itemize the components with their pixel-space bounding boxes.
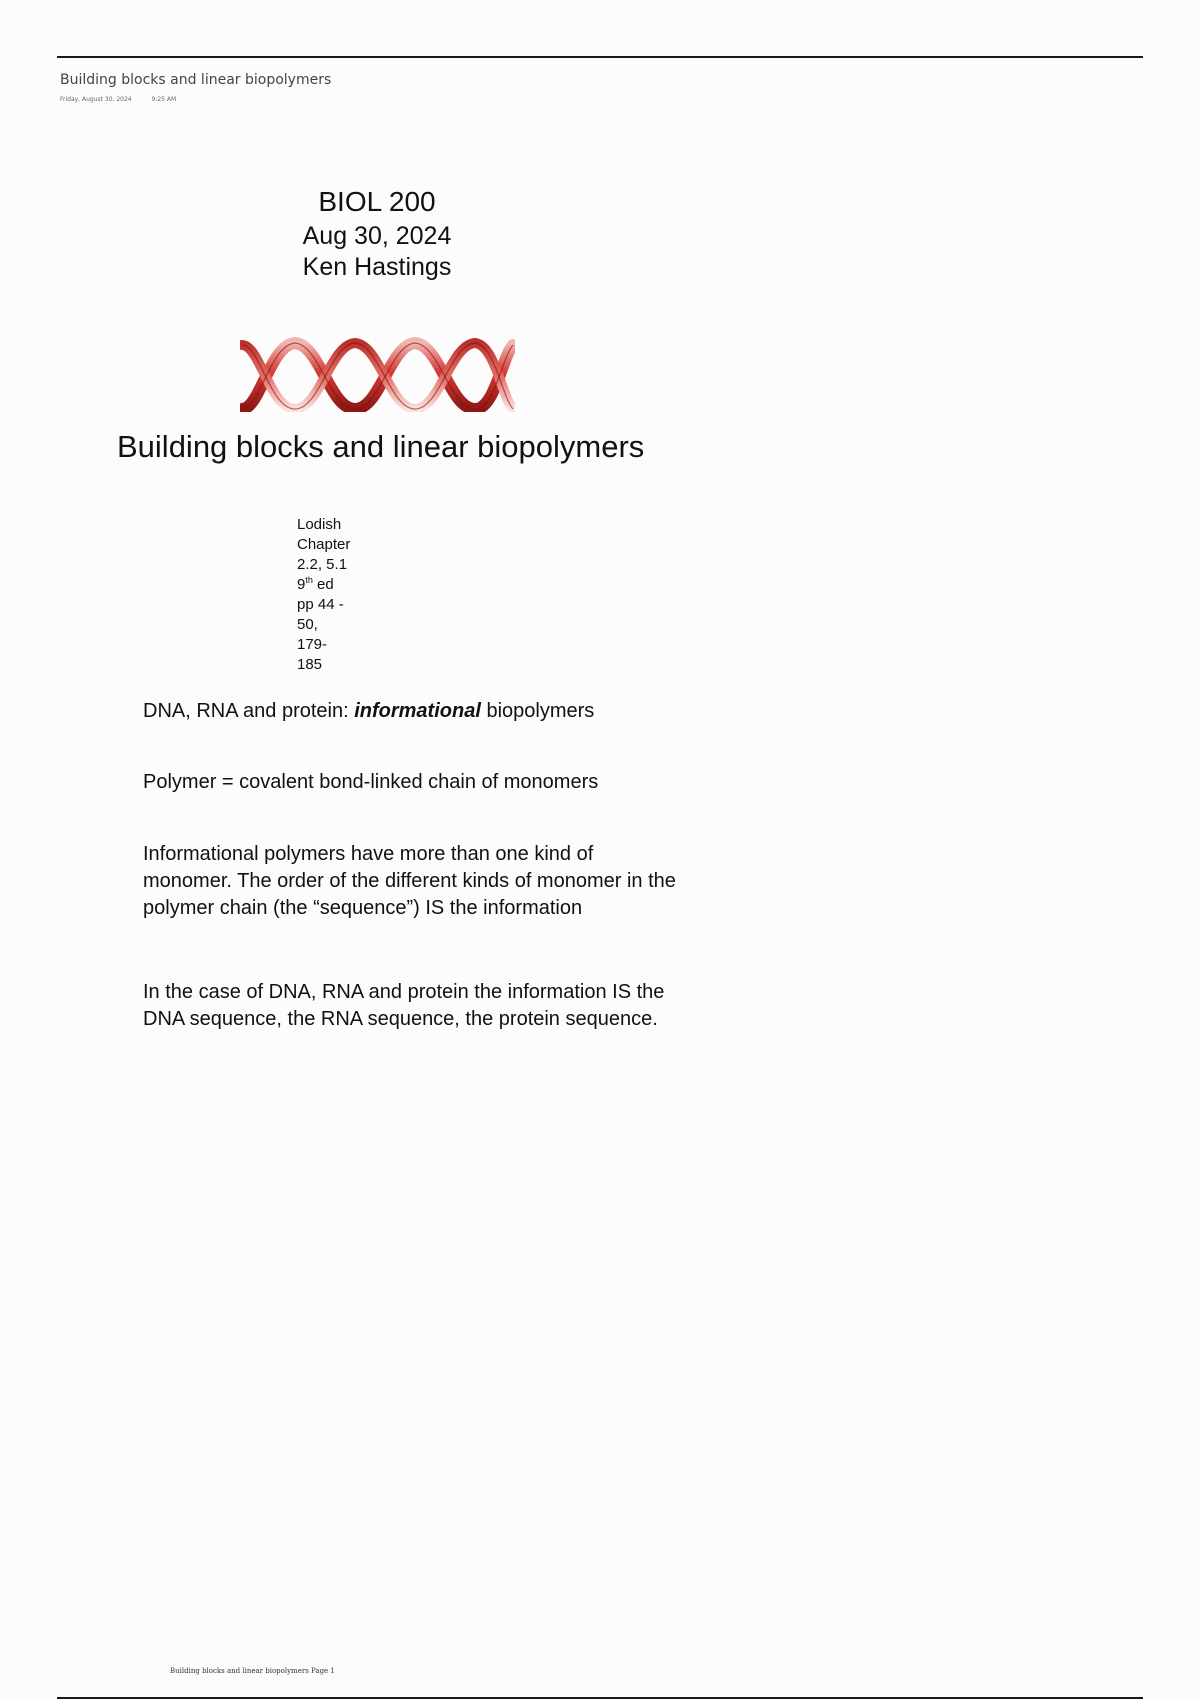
p1-emphasis: informational [354, 700, 481, 722]
p1-suffix: biopolymers [480, 700, 595, 722]
course-code: BIOL 200 [318, 186, 436, 217]
polymer-definition: Polymer = covalent bond-linked chain of monomers [143, 771, 599, 793]
top-rule [57, 56, 1143, 58]
sequence-information-paragraph: In the case of DNA, RNA and protein the information IS the DNA sequence, the RNA sequence, the protein sequence. [143, 981, 665, 1030]
informational-polymers-paragraph: Informational polymers have more than one kind of monomer. The order of the different kinds of monomer in the polymer chain (the “sequence”) IS the information [143, 843, 676, 919]
bottom-rule [57, 1697, 1143, 1699]
note-title: Building blocks and linear biopolymers [60, 72, 332, 88]
instructor-name: Ken Hastings [302, 253, 452, 281]
p1-prefix: DNA, RNA and protein: [143, 700, 355, 722]
page-range: ed pp 44 - 50, 179-185 [297, 576, 344, 673]
informational-biopolymers-line [143, 698, 683, 725]
lecture-date: Aug 30, 2024 [302, 222, 452, 250]
page-footer: Building blocks and linear biopolymers Page 1 [170, 1667, 335, 1675]
reading-pages [297, 575, 350, 675]
edition-suffix: th [305, 575, 313, 585]
note-timestamp [60, 96, 176, 103]
note-date: Friday, August 30, 2024 [60, 96, 132, 103]
reading-reference [297, 515, 350, 675]
note-time: 9:25 AM [151, 96, 177, 103]
dna-helix-icon [240, 337, 515, 412]
edition-number: 9 [297, 576, 306, 593]
slide-title: Building blocks and linear biopolymers [117, 429, 645, 464]
reading-chapter: Lodish Chapter 2.2, 5.1 [297, 516, 351, 573]
